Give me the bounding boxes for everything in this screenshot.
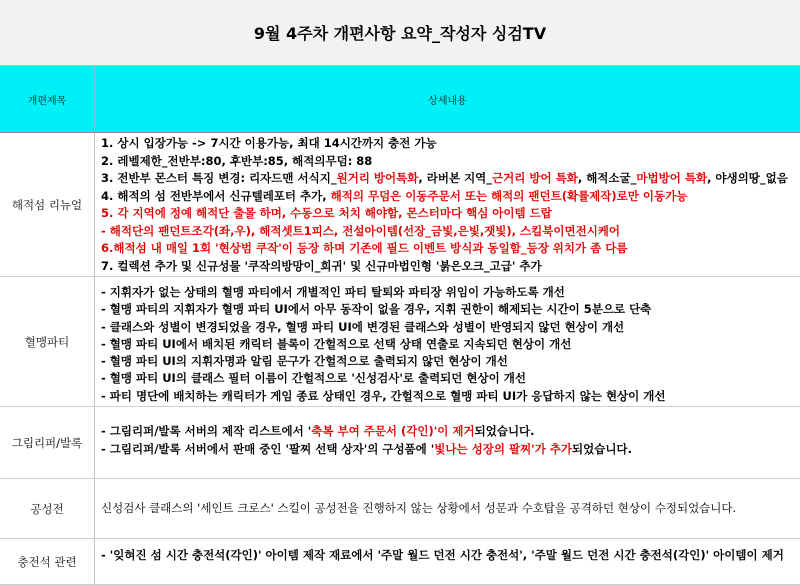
- detail-cell: [95, 133, 800, 276]
- detail-text: - 해적단의 팬던트조각(좌,우), 해적셋트1피스, 전설아이템(선장_금빛,은빛,잿빛), 스킬북이면전시케어: [101, 223, 621, 238]
- detail-cell-wrap: [95, 479, 800, 538]
- detail-line: [101, 441, 800, 459]
- detail-text: , 야생의땅_없음: [707, 171, 788, 185]
- detail-text: 되었습니다.: [474, 424, 535, 438]
- detail-text: - 그림리퍼/발록 서버에서 판매 중인 '팔찌 선택 상자'의 구성품에 ': [101, 441, 435, 456]
- detail-text: 되었습니다.: [572, 441, 632, 456]
- category-cell: 충전석 관련: [0, 539, 95, 584]
- detail-text: 7. 컬렉션 추가 및 신규성물 '쿠작의방망이_희귀' 및 신규마법인형 '붉은오크_고급' 추가: [101, 258, 542, 273]
- detail-text: 근거리 방어 특화: [492, 171, 578, 185]
- category-cell: 그림리퍼/발록: [0, 407, 95, 478]
- header-title-cell: 개편제목: [0, 66, 95, 132]
- detail-text: 축복 부여 주문서 (각인)'이 제거: [311, 424, 475, 438]
- category-cell: 해적섬 리뉴얼: [0, 133, 95, 276]
- detail-text: 빛나는 성장의 팔찌'가 추가: [434, 441, 573, 456]
- detail-line: [101, 170, 800, 188]
- detail-line: [101, 240, 800, 258]
- detail-text: , 해적소굴_: [577, 171, 637, 185]
- detail-line: [101, 188, 800, 206]
- category-cell: 혈맹파티: [0, 277, 95, 406]
- detail-text: , 라버본 지역_: [418, 171, 493, 185]
- detail-text: - 혈맹 파티 UI의 지휘자명과 알림 문구가 간헐적으로 출력되지 않던 현상이 개선: [101, 354, 508, 369]
- detail-line: [101, 284, 800, 301]
- detail-line: [101, 370, 800, 387]
- detail-text: 4. 해적의 섬 전반부에서 신규텔레포터 추가,: [101, 188, 331, 203]
- detail-text: - 클래스와 성별이 변경되었을 경우, 혈맹 파티 UI에 변경된 클래스와 성별이 반영되지 않던 현상이 개선: [101, 319, 625, 334]
- table-row: [0, 133, 800, 277]
- detail-cell: [95, 407, 800, 478]
- table-row: [0, 479, 800, 539]
- detail-text: 1. 상시 입장가능 -> 7시간 이용가능, 최대 14시간까지 충전 가능: [101, 136, 437, 150]
- detail-cell: [95, 277, 800, 406]
- detail-text: 5. 각 지역에 정예 해적단 출몰 하며, 수동으로 처치 해야함, 몬스터마다 핵심 아이템 드랍: [101, 206, 552, 220]
- table-row: [0, 277, 800, 407]
- detail-line: [101, 336, 800, 353]
- detail-text: 해적의 무덤은 이동주문서 또는 해적의 팬던트(확률제작)로만 이동가능: [330, 188, 688, 203]
- detail-text: 3. 전반부 몬스터 특징 변경: 리자드맨 서식지_: [101, 171, 337, 185]
- detail-line: [101, 353, 800, 370]
- detail-line: [101, 547, 800, 565]
- detail-line: [101, 500, 736, 518]
- detail-line: [101, 153, 800, 171]
- detail-text: - 혈맹 파티 UI의 클래스 필터 이름이 간헐적으로 '신성검사'로 출력되던 현상이 개선: [101, 371, 526, 386]
- detail-line: [101, 205, 800, 223]
- detail-line: [101, 258, 800, 276]
- detail-text: 2. 레벨제한_전반부:80, 후반부:85, 해적의무덤: 88: [101, 153, 373, 168]
- detail-text: 마법방어 특화: [636, 171, 708, 185]
- detail-line: [101, 135, 800, 153]
- detail-cell: [95, 539, 800, 584]
- detail-text: - 지휘자가 없는 상태의 혈맹 파티에서 개별적인 파티 탈퇴와 파티장 위임이 가능하도록 개선: [101, 285, 565, 299]
- detail-cell: [95, 500, 736, 518]
- detail-line: [101, 388, 800, 405]
- detail-text: 6.해적섬 내 매일 1회 '현상범 쿠작'이 등장 하며 기존에 필드 이벤트 방식과 동일함_등장 위치가 좀 다름: [101, 241, 628, 255]
- detail-line: [101, 301, 800, 318]
- detail-line: [101, 319, 800, 336]
- detail-line: [101, 223, 800, 241]
- detail-line: [101, 423, 800, 441]
- page-title: 9월 4주차 개편사항 요약_작성자 싱검TV: [253, 24, 547, 43]
- header-detail-cell: 상세내용: [428, 95, 467, 107]
- detail-text: - 파티 명단에 배치하는 캐릭터가 게임 종료 상태인 경우, 간헐적으로 혈맹 파티 UI가 응답하지 않는 현상이 개선: [101, 388, 666, 403]
- header-row: [0, 66, 800, 133]
- detail-text: - 혈맹 파티 UI에서 배치된 캐릭터 블록이 간헐적으로 선택 상태 연출로 지속되던 현상이 개선: [101, 336, 572, 351]
- category-cell: 공성전: [0, 479, 95, 538]
- table-row: [0, 539, 800, 585]
- detail-text: 원거리 방어특화: [336, 171, 419, 185]
- detail-text: - '잊혀진 섬 시간 충전석(각인)' 아이템 제작 재료에서 '주말 월드 던전 시간 충전석', '주말 월드 던전 시간 충전석(각인)' 아이템이 제거: [101, 548, 784, 562]
- detail-text: - 혈맹 파티의 지휘자가 혈맹 파티 UI에서 아무 동작이 없을 경우, 지휘 권한이 해제되는 시간이 5분으로 단축: [101, 302, 652, 317]
- detail-text: 신성검사 클래스의 '세인트 크로스' 스킬이 공성전을 진행하지 않는 상황에서 성문과 수호탑을 공격하던 현상이 수정되었습니다.: [101, 500, 737, 515]
- detail-text: - 그림리퍼/발록 서버의 제작 리스트에서 ': [101, 424, 312, 438]
- title-row: [0, 0, 800, 66]
- table-row: [0, 407, 800, 479]
